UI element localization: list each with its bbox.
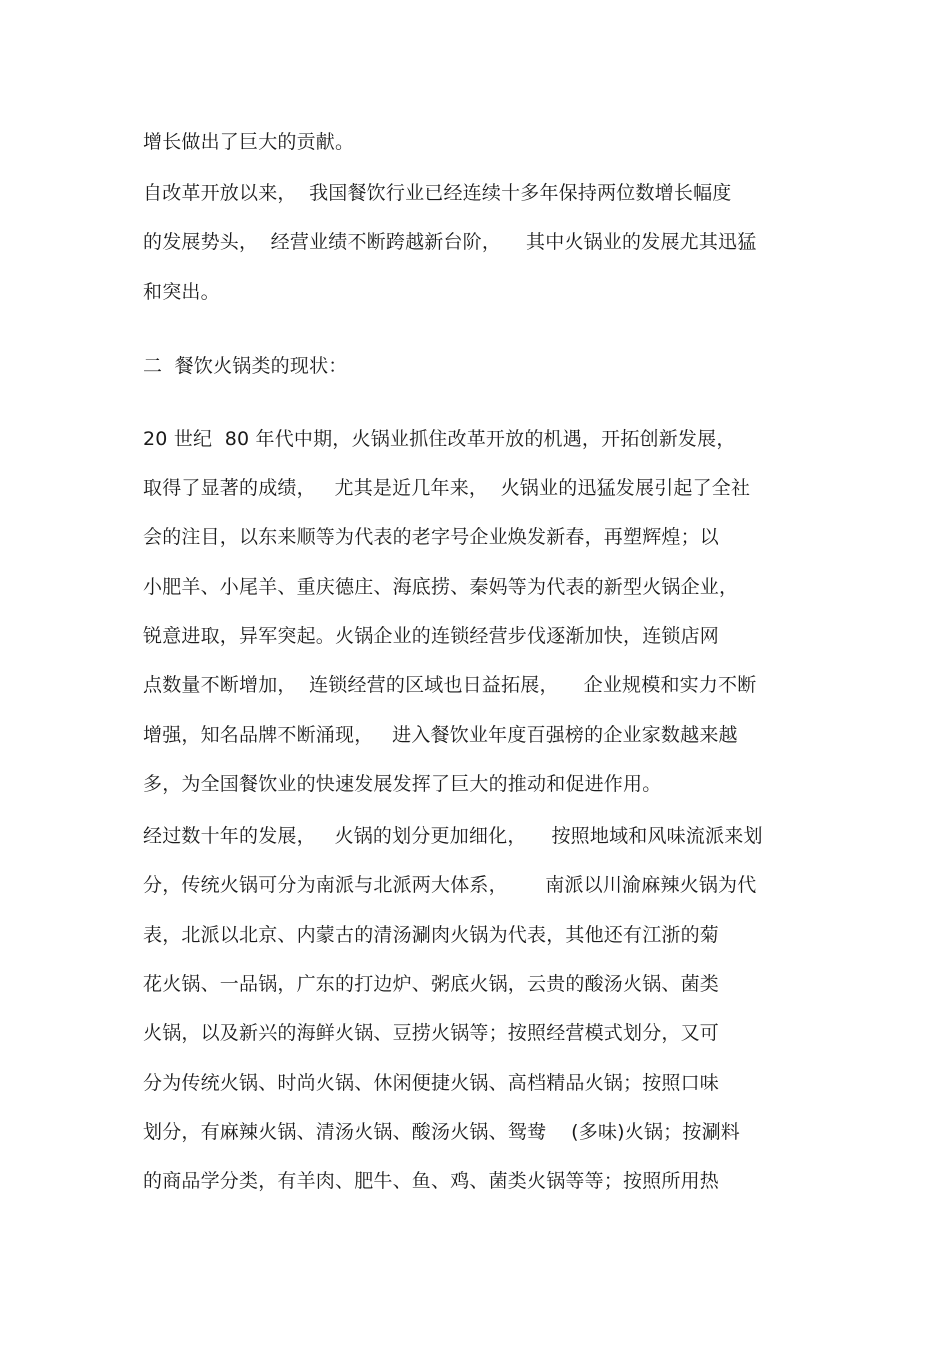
text-line: 小肥羊、小尾羊、重庆德庄、海底捞、秦妈等为代表的新型火锅企业，	[143, 576, 739, 598]
text-line: 锐意进取，异军突起。火锅企业的连锁经营步伐逐渐加快，连锁店网	[143, 625, 720, 647]
text-line: 表，北派以北京、内蒙古的清汤涮肉火锅为代表，其他还有江浙的菊	[143, 924, 720, 946]
text-line: 多，为全国餐饮业的快速发展发挥了巨大的推动和促进作用。	[143, 773, 662, 795]
text-line: 经过数十年的发展， 火锅的划分更加细化， 按照地域和风味流派来划	[143, 825, 763, 847]
text-line: 火锅，以及新兴的海鲜火锅、豆捞火锅等；按照经营模式划分，又可	[143, 1022, 720, 1044]
text-line: 划分，有麻辣火锅、清汤火锅、酸汤火锅、鸳鸯 (多味)火锅；按涮料	[143, 1121, 740, 1143]
text-line: 分为传统火锅、时尚火锅、休闲便捷火锅、高档精品火锅；按照口味	[143, 1072, 720, 1094]
text-line: 的发展势头， 经营业绩不断跨越新台阶， 其中火锅业的发展尤其迅猛	[143, 231, 757, 253]
text-line: 会的注目，以东来顺等为代表的老字号企业焕发新春，再塑辉煌；以	[143, 526, 720, 548]
text-line: 20 世纪 80 年代中期，火锅业抓住改革开放的机遇，开拓创新发展，	[143, 428, 736, 450]
text-line: 取得了显著的成绩， 尤其是近几年来， 火锅业的迅猛发展引起了全社	[143, 477, 751, 499]
text-line: 增长做出了巨大的贡献。	[143, 131, 355, 153]
text-line: 分，传统火锅可分为南派与北派两大体系， 南派以川渝麻辣火锅为代	[143, 874, 757, 896]
text-line: 点数量不断增加， 连锁经营的区域也日益拓展， 企业规模和实力不断	[143, 674, 757, 696]
section-heading: 二 餐饮火锅类的现状：	[143, 355, 348, 377]
text-line: 的商品学分类，有羊肉、肥牛、鱼、鸡、菌类火锅等等；按照所用热	[143, 1170, 720, 1192]
text-line: 自改革开放以来， 我国餐饮行业已经连续十多年保持两位数增长幅度	[143, 182, 732, 204]
text-line: 花火锅、一品锅，广东的打边炉、粥底火锅，云贵的酸汤火锅、菌类	[143, 973, 720, 995]
text-line: 增强，知名品牌不断涌现， 进入餐饮业年度百强榜的企业家数越来越	[143, 724, 738, 746]
text-line: 和突出。	[143, 281, 220, 303]
